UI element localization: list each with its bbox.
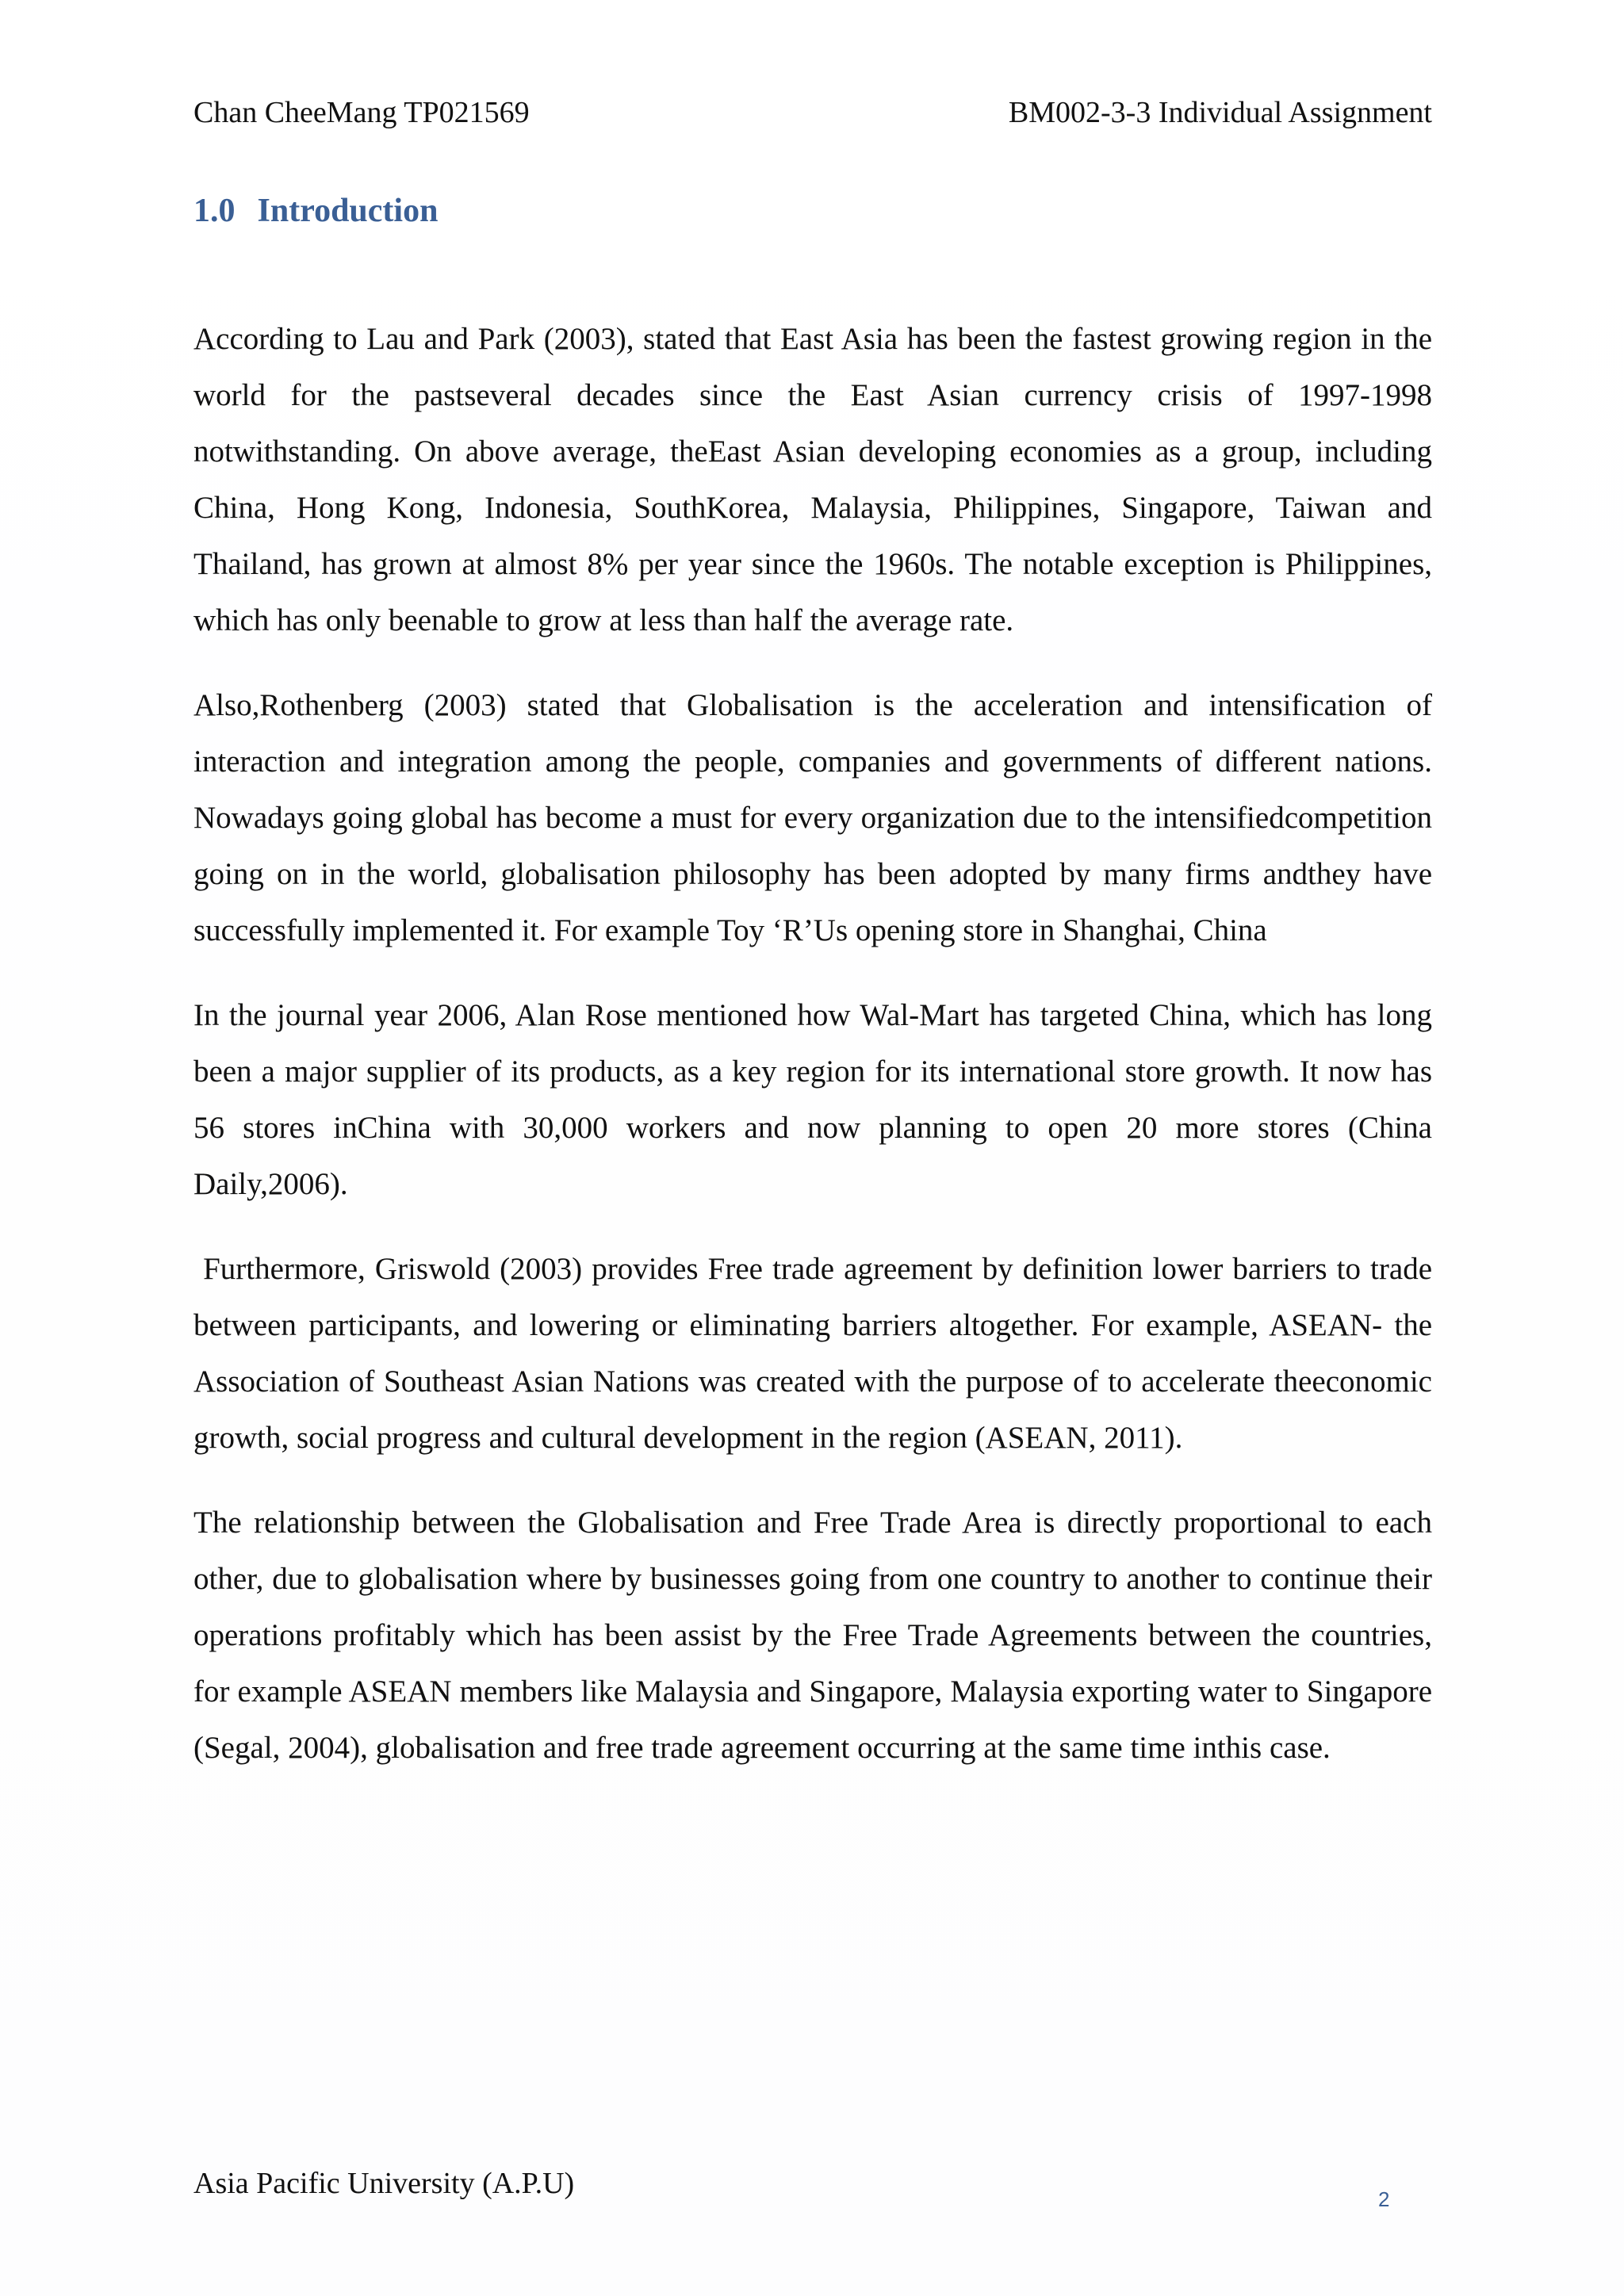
section-heading <box>193 190 438 232</box>
page-header <box>193 94 1432 132</box>
page-number: 2 <box>1378 2187 1390 2211</box>
section-number: 1.0 <box>193 193 236 229</box>
paragraph: According to Lau and Park (2003), stated that East Asia has been the fastest growing region in the world for the pastseveral decades since the East Asian currency crisis of 1997-1998 notwithstanding. On above average, theEast Asian developing economies as a group, including China, Hong Kong, Indonesia, SouthKorea, Malaysia, Philippines, Singapore, Taiwan and Thailand, has grown at almost 8% per year since the 1960s. The notable exception is Philippines, which has only beenable to grow at less than half the average rate. <box>193 322 1432 637</box>
section-title: Introduction <box>257 193 439 229</box>
paragraph: Also,Rothenberg (2003) stated that Globalisation is the acceleration and intensification of interaction and integration among the people, companies and governments of different nations. Nowadays going global has become a must for every organization due to the intensifiedcompetition going on in the world, globalisation philosophy has been adopted by many firms andthey have successfully implemented it. For example Toy ‘R’Us opening store in Shanghai, China <box>193 688 1432 947</box>
body-text <box>193 311 1440 1804</box>
header-assignment-title: BM002-3-3 Individual Assignment <box>1008 96 1432 129</box>
paragraph: Furthermore, Griswold (2003) provides Free trade agreement by definition lower barriers to trade between participants, and lowering or eliminating barriers altogether. For example, ASEAN- the Association of Southeast Asian Nations was created with the purpose of to accelerate theeconomic growth, social progress and cultural development in the region (ASEAN, 2011). <box>193 1252 1440 1455</box>
paragraph: In the journal year 2006, Alan Rose mentioned how Wal-Mart has targeted China, which has long been a major supplier of its products, as a key region for its international store growth. It now has 56 stores inChina with 30,000 workers and now planning to open 20 more stores (China Daily,2006). <box>193 998 1432 1201</box>
header-author-id: Chan CheeMang TP021569 <box>193 96 530 129</box>
paragraph: The relationship between the Globalisation and Free Trade Area is directly proportional to each other, due to globalisation where by businesses going from one country to another to continue their operations profitably which has been assist by the Free Trade Agreements between the countries, for example ASEAN members like Malaysia and Singapore, Malaysia exporting water to Singapore (Segal, 2004), globalisation and free trade agreement occurring at the same time inthis case. <box>193 1506 1432 1765</box>
page-footer: Asia Pacific University (A.P.U) <box>193 2167 575 2200</box>
